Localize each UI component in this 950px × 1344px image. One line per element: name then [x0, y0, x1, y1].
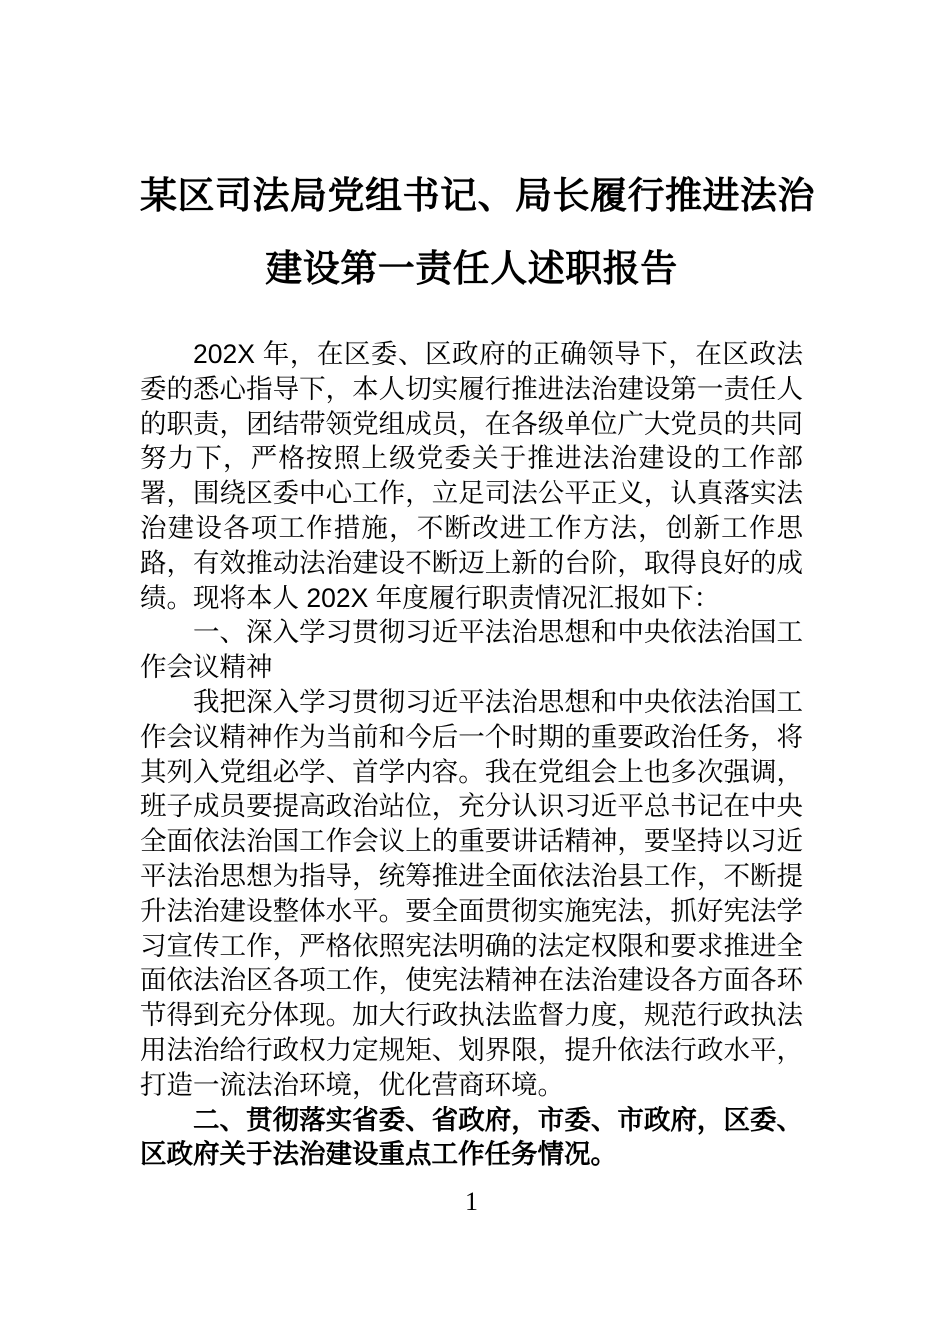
document-title-line-1: 某区司法局党组书记、局长履行推进法治	[140, 175, 815, 216]
section-heading-two: 二、贯彻落实省委、省政府，市委、市政府，区委、区政府关于法治建设重点工作任务情况。	[140, 1104, 803, 1170]
document-body	[140, 337, 803, 1172]
document-title	[140, 159, 815, 305]
document-title-line-2: 建设第一责任人述职报告	[265, 248, 678, 289]
section-heading-one: 一、深入学习贯彻习近平法治思想和中央依法治国工作会议精神	[140, 617, 803, 683]
paragraph-intro: 202X 年，在区委、区政府的正确领导下，在区政法委的悉心指导下，本人切实履行推进法治建设第一责任人的职责，团结带领党组成员，在各级单位广大党员的共同努力下，严格按照上级党委关于推进法治建设的工作部署，围绕区委中心工作，立足司法公平正义，认真落实法治建设各项工作措施，不断改进工作方法，创新工作思路，有效推动法治建设不断迈上新的台阶，取得良好的成绩。现将本人 202X 年度履行职责情况汇报如下：	[140, 339, 803, 613]
document-content	[140, 159, 815, 1217]
page-number: 1	[465, 1187, 478, 1217]
paragraph-section-one: 我把深入学习贯彻习近平法治思想和中央依法治国工作会议精神作为当前和今后一个时期的重要政治任务，将其列入党组必学、首学内容。我在党组会上也多次强调，班子成员要提高政治站位，充分认识习近平总书记在中央全面依法治国工作会议上的重要讲话精神，要坚持以习近平法治思想为指导，统筹推进全面依法治县工作，不断提升法治建设整体水平。要全面贯彻实施宪法，抓好宪法学习宣传工作，严格依照宪法明确的法定权限和要求推进全面依法治区各项工作，使宪法精神在法治建设各方面各环节得到充分体现。加大行政执法监督力度，规范行政执法用法治给行政权力定规矩、划界限，提升依法行政水平，打造一流法治环境，优化营商环境。	[140, 686, 803, 1100]
